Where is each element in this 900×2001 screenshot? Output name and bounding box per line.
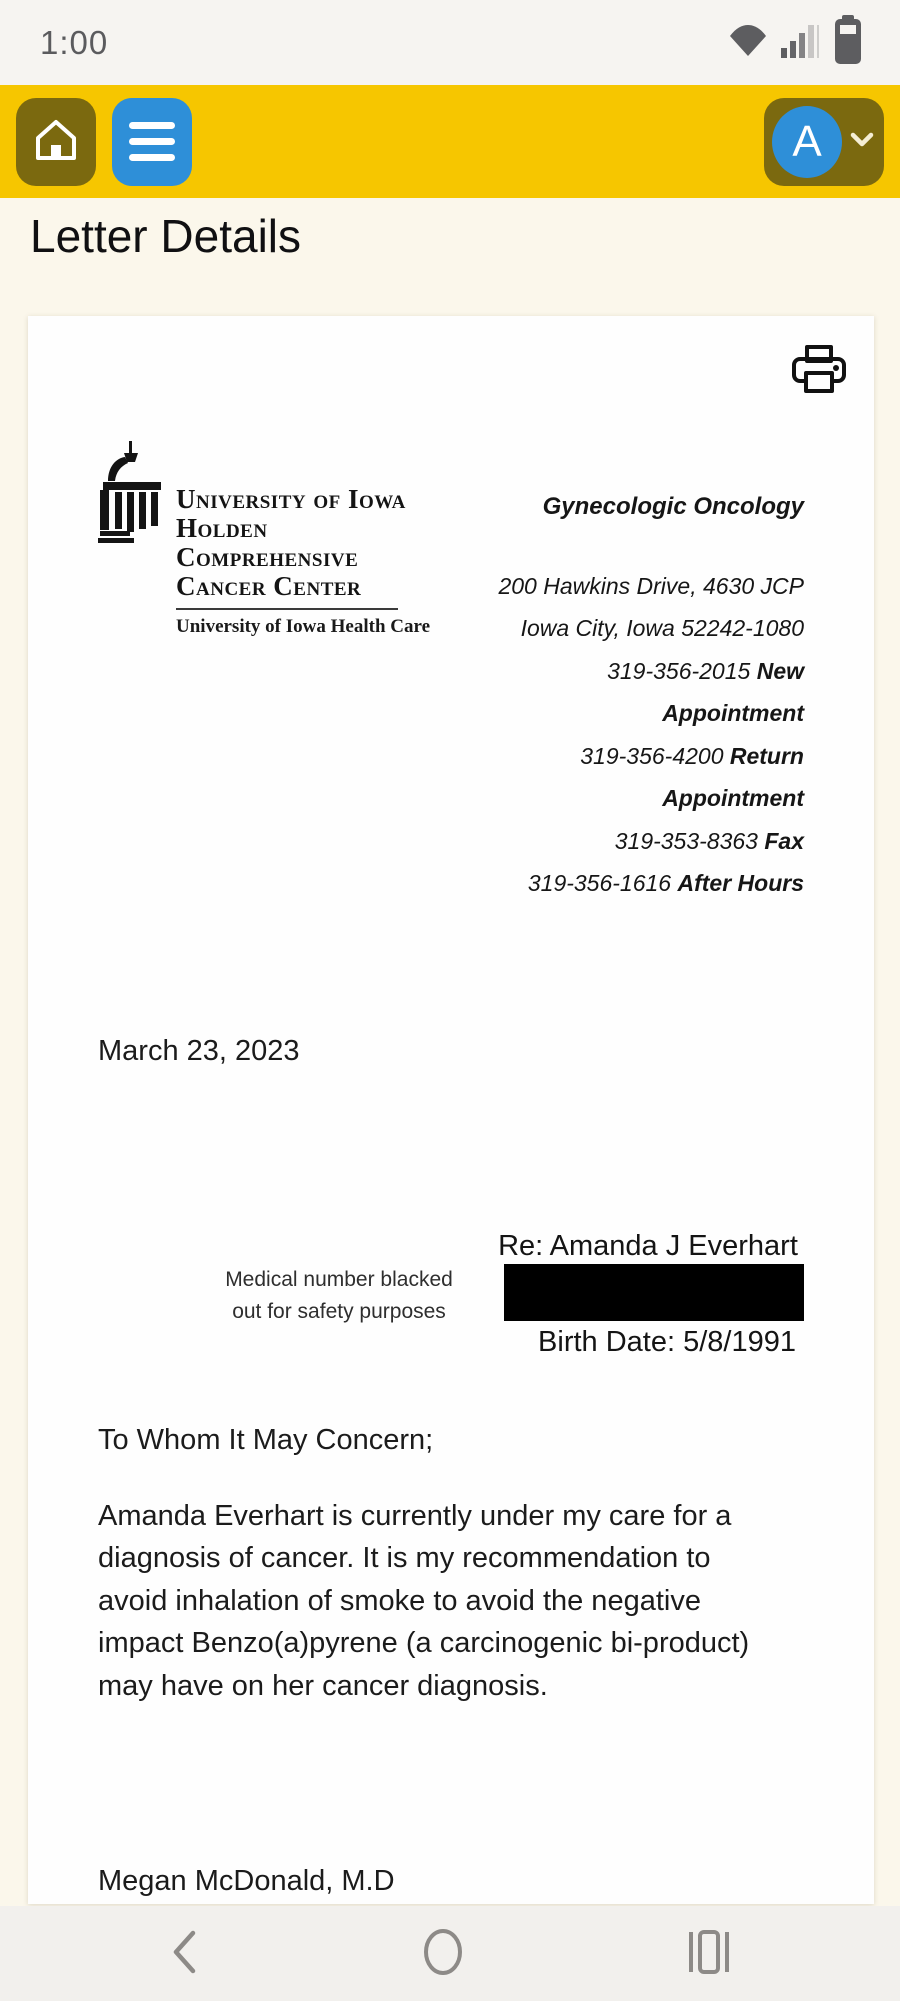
menu-button[interactable] [112,98,192,186]
status-bar [0,0,900,85]
chevron-down-icon [850,132,874,151]
uihc-logo [98,441,488,905]
app-header [0,85,900,198]
logo-line-2: Holden [176,512,268,543]
recents-icon [688,1929,730,1978]
letter-card [28,316,874,1904]
status-icons [728,15,862,70]
redaction-bar [504,1264,804,1321]
home-button[interactable] [16,98,96,186]
contact-phone-afterhours: 319-356-1616 After Hours [527,870,804,896]
page-title: Letter Details [30,210,302,262]
body-line-2: diagnosis of cancer. It is my recommendation to [98,1542,711,1574]
wifi-icon [728,23,768,62]
logo-tagline: University of Iowa Health Care [176,615,431,637]
recents-button[interactable] [688,1929,730,1978]
home-circle-icon [421,1927,465,1980]
department-name: Gynecologic Oncology [542,492,804,520]
avatar: A [772,106,842,178]
redaction-note-line-2: out for safety purposes [232,1299,446,1323]
redaction-note-line-1: Medical number blacked [225,1267,453,1291]
letter-date: March 23, 2023 [98,1034,300,1067]
signal-icon [781,22,821,63]
contact-phone-new: 319-356-2015 New Appointment [607,657,804,726]
re-line: Re: Amanda J Everhart [498,1229,798,1262]
back-button[interactable] [170,1929,198,1978]
avatar-button[interactable] [764,98,884,186]
body-line-3: avoid inhalation of smoke to avoid the negative [98,1584,701,1617]
birth-date: Birth Date: 5/8/1991 [538,1325,796,1358]
battery-icon [834,15,862,70]
letterhead [98,441,804,905]
signature: Megan McDonald, M.D [98,1865,395,1897]
body-line-1: Amanda Everhart is currently under my care for a [98,1499,732,1532]
bottom-nav-bar [0,1906,900,2001]
contact-block [488,493,804,905]
letter-body [98,1495,804,1708]
re-section [98,1228,804,1360]
logo-line-4: Cancer Center [176,570,362,601]
patient-info [492,1228,804,1360]
back-icon [170,1929,198,1978]
home-nav-button[interactable] [421,1927,465,1980]
redaction-note [98,1264,492,1360]
contact-phone-return: 319-356-4200 Return Appointment [580,742,804,811]
contact-address-2: Iowa City, Iowa 52242-1080 [520,615,804,641]
logo-line-3: Comprehensive [176,541,359,572]
status-time: 1:00 [40,23,109,61]
home-icon [31,115,81,168]
hamburger-icon [129,122,175,161]
logo-line-1: University of Iowa [176,483,406,514]
old-capitol-sketch-icon [98,441,166,905]
print-button[interactable] [790,344,848,401]
contact-address-1: 200 Hawkins Drive, 4630 JCP [498,572,804,599]
logo-text [176,485,430,905]
body-line-5: may have on her cancer diagnosis. [98,1669,548,1702]
body-line-4: impact Benzo(a)pyrene (a carcinogenic bi-product) [98,1627,750,1659]
print-icon [790,386,848,401]
salutation: To Whom It May Concern; [98,1423,434,1456]
contact-phone-fax: 319-353-8363 Fax [614,827,804,854]
logo-divider [176,608,398,610]
